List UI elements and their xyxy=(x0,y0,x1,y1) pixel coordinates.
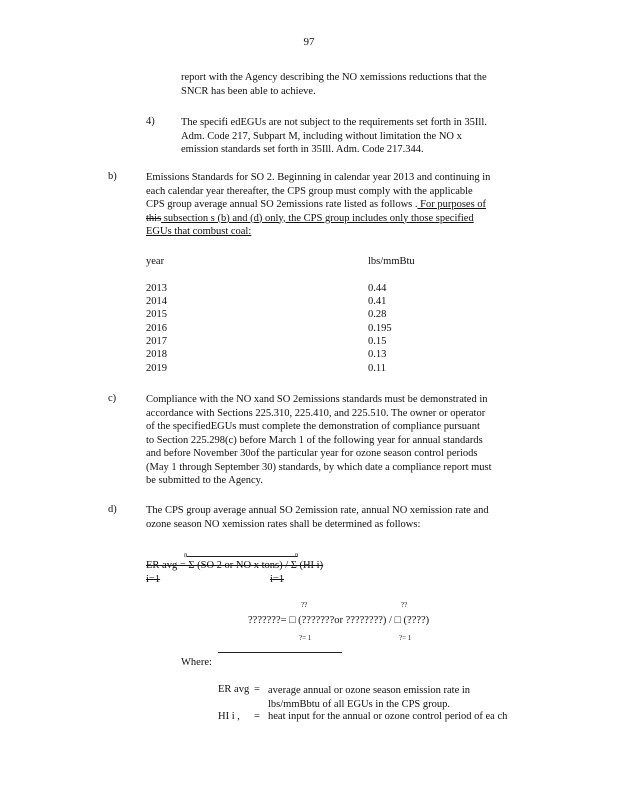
section-b-line-3b-inserted: For purposes of xyxy=(417,199,487,210)
rate-cell: 0.44 xyxy=(368,282,387,294)
item-4-label: 4) xyxy=(146,116,155,127)
rate-cell: 0.13 xyxy=(368,349,387,361)
new-formula-sup-1: ?? xyxy=(301,601,308,609)
col-year-header: year xyxy=(146,256,165,267)
item-4-line-3: emission standards set forth in 35Ill. Adm. Code 217.344. xyxy=(181,144,424,155)
section-c-line: (May 1 through September 30) standards, by which date a compliance report must xyxy=(146,461,492,473)
table-row xyxy=(146,322,415,335)
def-line: lbs/mmBbtu of all EGUs in the CPS group. xyxy=(268,698,451,710)
report-paragraph xyxy=(181,71,527,98)
page-number: 97 xyxy=(303,36,315,48)
report-line-2: SNCR has been able to achieve. xyxy=(181,85,316,97)
section-d-text xyxy=(146,504,534,531)
section-d-line-2: ozone season NO xemission rates shall be determined as follows: xyxy=(146,518,421,530)
rate-cell: 0.15 xyxy=(368,335,387,347)
formula-underline xyxy=(218,652,342,653)
section-b-text xyxy=(146,171,536,239)
section-b-line-4b-inserted: subsection s (b) and (d) only, the CPS group includes only those specified xyxy=(161,212,474,224)
struck-sup-1: n xyxy=(184,551,188,559)
table-row xyxy=(146,362,415,375)
where-label: Where: xyxy=(181,657,212,668)
year-cell: 2018 xyxy=(146,349,167,361)
section-d-label: d) xyxy=(108,504,117,515)
new-formula-sub-1: ?= 1 xyxy=(299,634,312,642)
def-line: average annual or ozone season emission rate in xyxy=(268,685,471,696)
section-b-line-3a: CPS group average annual SO 2emissions rate listed as follows . xyxy=(146,199,418,210)
def-text-hi: heat input for the annual or ozone control period of ea ch xyxy=(268,711,508,722)
year-cell: 2014 xyxy=(146,296,167,308)
new-formula: ???????= □ (???????or ????????) / □ (????) xyxy=(248,615,430,626)
table-row xyxy=(146,335,415,348)
section-c-line: of the specifiedEGUs must complete the demonstration of compliance pursuant xyxy=(146,421,480,432)
section-b-label: b) xyxy=(108,171,117,182)
def-equals: = xyxy=(254,711,260,722)
rate-cell: 0.41 xyxy=(368,296,387,308)
col-rate-header: lbs/mmBtu xyxy=(368,256,415,267)
struck-sub-2: i=1 xyxy=(270,574,285,585)
item-4-line-1: The specifi edEGUs are not subject to the requirements set forth in 35Ill. xyxy=(181,117,487,128)
section-b-line-4 xyxy=(146,212,536,226)
def-term-er-avg: ER avg xyxy=(218,684,250,695)
rate-cell: 0.11 xyxy=(368,362,386,374)
section-b-line-3 xyxy=(146,198,536,212)
section-c-line: to Section 225.298(c) before March 1 of the following year for annual standards xyxy=(146,434,483,446)
table-header xyxy=(146,255,415,268)
section-c-line: Compliance with the NO xand SO 2emissions standards must be demonstrated in xyxy=(146,394,488,405)
table-row xyxy=(146,295,415,308)
struck-sub-1: i=1 xyxy=(146,574,161,585)
table-row xyxy=(146,308,415,321)
table-row xyxy=(146,282,415,295)
rate-cell: 0.195 xyxy=(368,322,392,334)
item-4-line-2: Adm. Code 217, Subpart M, including without limitation the NO x xyxy=(181,130,462,142)
year-cell: 2019 xyxy=(146,362,167,374)
rate-cell: 0.28 xyxy=(368,309,387,321)
section-c-line: be submitted to the Agency. xyxy=(146,475,263,486)
section-c-label: c) xyxy=(108,393,117,404)
section-c-line: accordance with Sections 225.310, 225.410, and 225.510. The owner or operator xyxy=(146,407,486,419)
section-c-line: and before November 30of the particular year for ozone season control periods xyxy=(146,448,478,459)
struck-formula: ER avg = Σ (SO 2 or NO x tons) / Σ (HI i) xyxy=(146,560,324,571)
new-formula-sub-2: ?= 1 xyxy=(399,634,412,642)
def-term-hi: HI i , xyxy=(218,711,240,722)
new-formula-sup-2: ?? xyxy=(401,601,408,609)
year-cell: 2015 xyxy=(146,309,167,321)
def-equals: = xyxy=(254,684,260,695)
section-b-line-4a-struck: this xyxy=(146,212,162,224)
so2-rate-table xyxy=(146,255,415,375)
def-text-er-avg xyxy=(268,684,508,711)
section-b-line-1: Emissions Standards for SO 2. Beginning in calendar year 2013 and continuing in xyxy=(146,172,491,183)
struck-summation-bar xyxy=(187,556,297,557)
struck-sup-2: n xyxy=(295,551,299,559)
section-b-line-5 xyxy=(146,225,536,239)
year-cell: 2016 xyxy=(146,322,167,334)
section-c-text xyxy=(146,393,538,488)
year-cell: 2017 xyxy=(146,335,167,347)
year-cell: 2013 xyxy=(146,282,167,294)
item-4-text xyxy=(181,116,527,157)
section-d-line-1: The CPS group average annual SO 2emission rate, annual NO xemission rate and xyxy=(146,505,489,516)
section-b-line-2: each calendar year thereafter, the CPS group must comply with the applicable xyxy=(146,185,473,197)
section-b-line-5-inserted: EGUs that combust coal: xyxy=(146,226,252,237)
table-row xyxy=(146,348,415,361)
report-line-1: report with the Agency describing the NO xemissions reductions that the xyxy=(181,72,487,83)
